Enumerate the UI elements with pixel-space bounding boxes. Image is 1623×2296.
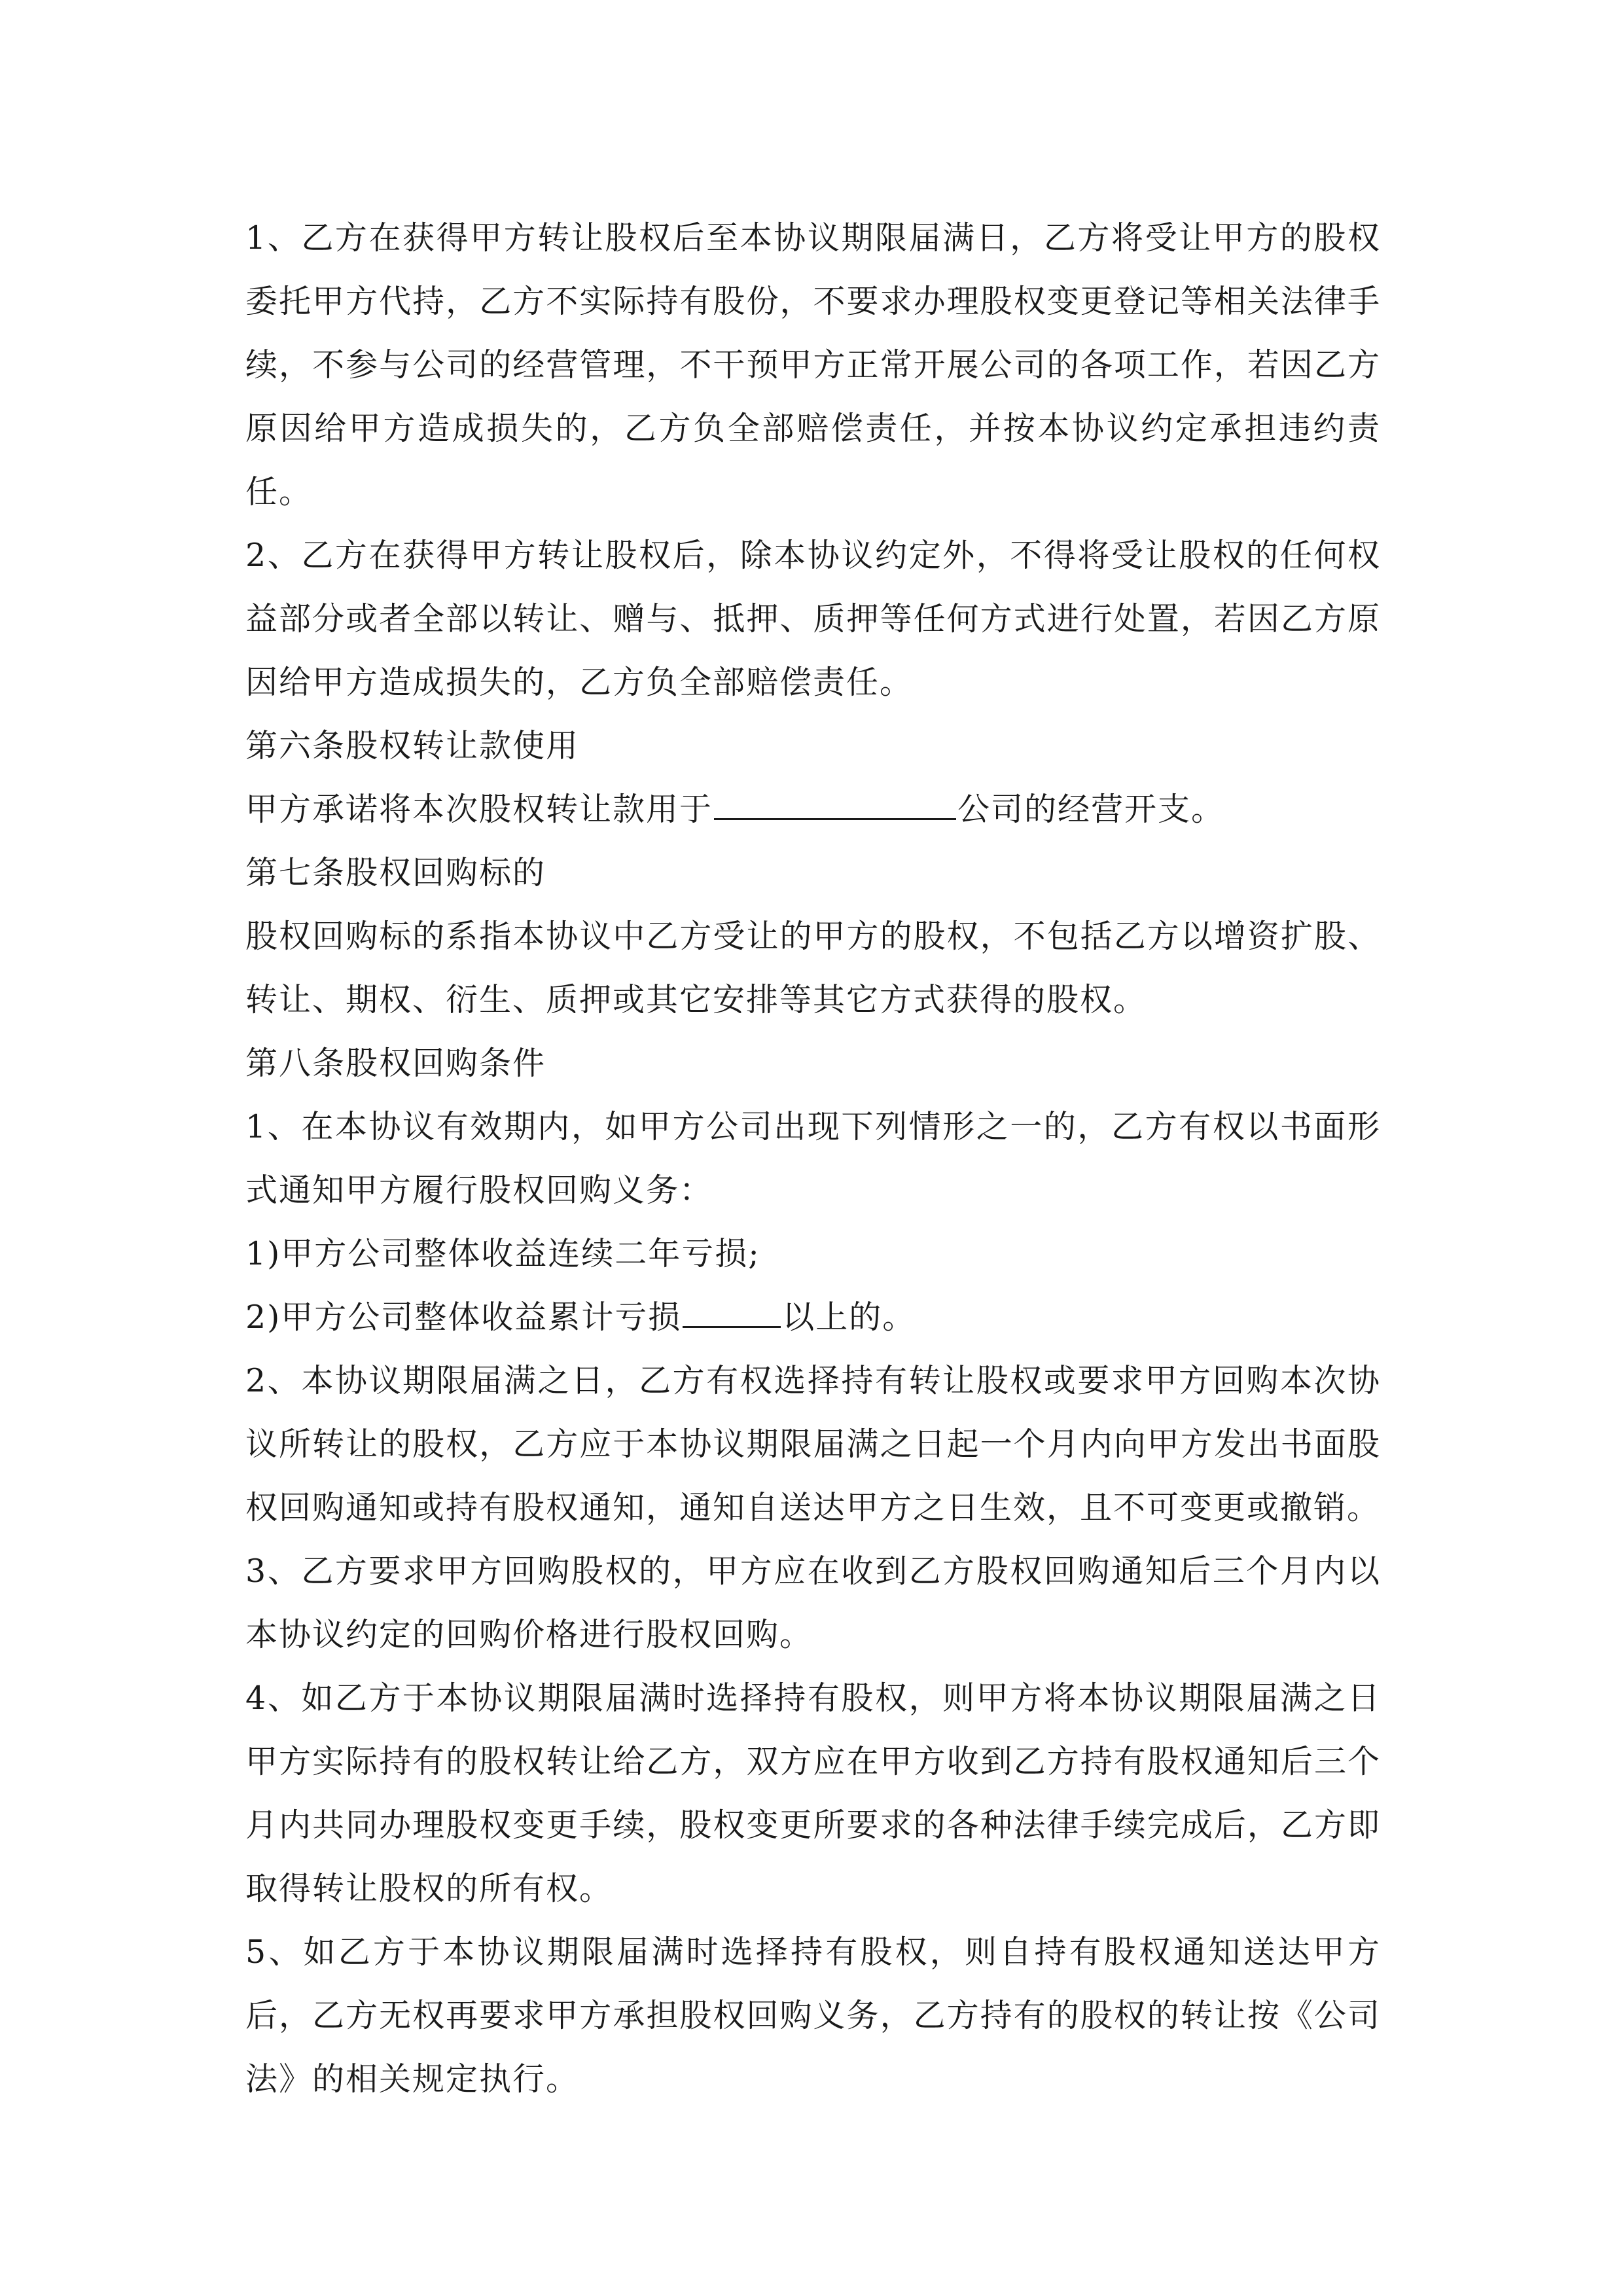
clause-5-item-1: 1、乙方在获得甲方转让股权后至本协议期限届满日，乙方将受让甲方的股权委托甲方代持，乙方不实际持有股份，不要求办理股权变更登记等相关法律手续，不参与公司的经营管理，不干预甲方正常开展公司的各项工作，若因乙方原因给甲方造成损失的，乙方负全部赔偿责任，并按本协议约定承担违约责任。 <box>245 219 1381 511</box>
article-8-condition-1: 1)甲方公司整体收益连续二年亏损; <box>245 1235 760 1272</box>
document-body <box>245 206 1381 2111</box>
clause-5-item-2: 2、乙方在获得甲方转让股权后，除本协议约定外，不得将受让股权的任何权益部分或者全部以转让、赠与、抵押、质押等任何方式进行处置，若因乙方原因给甲方造成损失的，乙方负全部赔偿责任。 <box>245 537 1381 701</box>
article-7-definition: 股权回购标的系指本协议中乙方受让的甲方的股权，不包括乙方以增资扩股、转让、期权、衍生、质押或其它安排等其它方式获得的股权。 <box>245 918 1381 1018</box>
article-6-usage-clause <box>245 778 1381 841</box>
article-8-condition-2 <box>245 1285 1381 1349</box>
article-8-item-4: 4、如乙方于本协议期限届满时选择持有股权，则甲方将本协议期限届满之日甲方实际持有的股权转让给乙方，双方应在甲方收到乙方持有股权通知后三个月内共同办理股权变更手续，股权变更所要求的各种法律手续完成后，乙方即取得转让股权的所有权。 <box>245 1679 1381 1907</box>
article-8-item-2: 2、本协议期限届满之日，乙方有权选择持有转让股权或要求甲方回购本次协议所转让的股权，乙方应于本协议期限届满之日起一个月内向甲方发出书面股权回购通知或持有股权通知，通知自送达甲方之日生效，且不可变更或撤销。 <box>245 1362 1381 1526</box>
company-name-blank <box>714 780 956 820</box>
article-8-item-1: 1、在本协议有效期内，如甲方公司出现下列情形之一的，乙方有权以书面形式通知甲方履行股权回购义务： <box>245 1108 1381 1209</box>
article-6-heading: 第六条股权转让款使用 <box>245 727 580 764</box>
article-8-item-5: 5、如乙方于本协议期限届满时选择持有股权，则自持有股权通知送达甲方后，乙方无权再要求甲方承担股权回购义务，乙方持有的股权的转让按《公司法》的相关规定执行。 <box>245 1933 1381 2098</box>
usage-clause-after: 公司的经营开支。 <box>957 791 1225 828</box>
article-7-heading: 第七条股权回购标的 <box>245 854 546 891</box>
loss-clause-after: 以上的。 <box>782 1299 916 1336</box>
loss-clause-before: 2)甲方公司整体收益累计亏损 <box>245 1299 682 1336</box>
article-8-heading: 第八条股权回购条件 <box>245 1045 546 1082</box>
loss-amount-blank <box>683 1288 781 1328</box>
article-8-item-3: 3、乙方要求甲方回购股权的，甲方应在收到乙方股权回购通知后三个月内以本协议约定的回购价格进行股权回购。 <box>245 1552 1381 1653</box>
usage-clause-before: 甲方承诺将本次股权转让款用于 <box>245 791 713 828</box>
